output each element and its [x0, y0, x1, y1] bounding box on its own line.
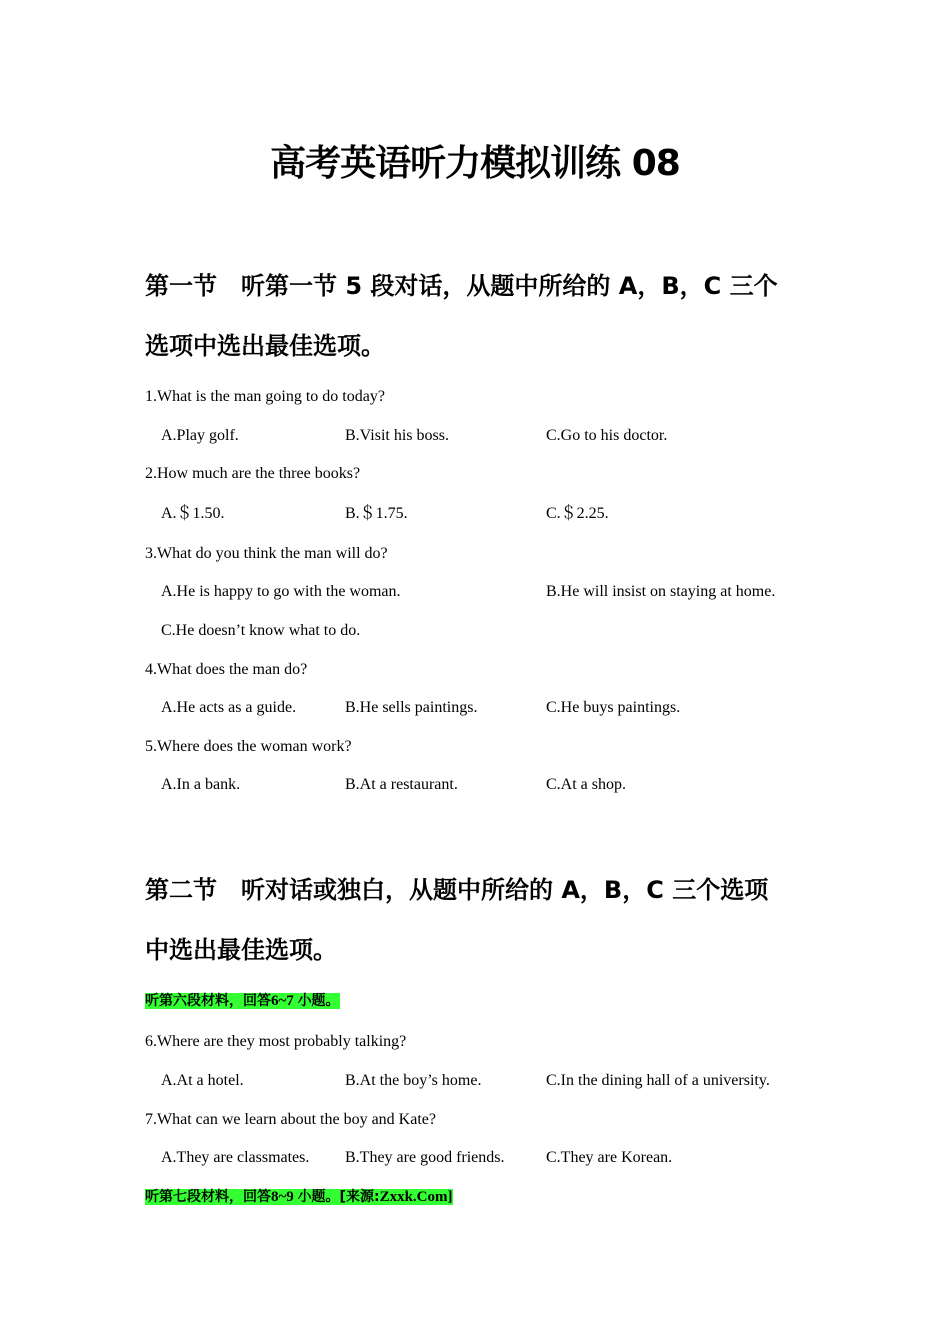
question-2: 2.How much are the three books? [145, 465, 361, 482]
material-6-note [145, 990, 340, 1012]
section2-heading-line1: 第二节 听对话或独白，从题中所给的 A，B，C 三个选项 [145, 876, 769, 904]
q1-option-a: A.Play golf. [161, 427, 239, 444]
material-7-source: Zxxk.Com [379, 1189, 448, 1205]
page-title: 高考英语听力模拟训练 08 [270, 143, 680, 184]
section2-heading [145, 860, 815, 980]
section1-heading [145, 256, 815, 376]
material-7-prefix: 听第七段材料，回答 [145, 1189, 271, 1205]
question-4: 4.What does the man do? [145, 661, 308, 678]
q4-option-b: B.He sells paintings. [345, 699, 478, 716]
material-7-range: 8~9 [271, 1189, 294, 1205]
section1-heading-line1: 第一节 听第一节 5 段对话，从题中所给的 A，B，C 三个 [145, 272, 778, 300]
question-7: 7.What can we learn about the boy and Kate? [145, 1111, 436, 1128]
q1-option-b: B.Visit his boss. [345, 427, 449, 444]
q6-option-b: B.At the boy’s home. [345, 1072, 482, 1089]
q5-option-b: B.At a restaurant. [345, 776, 458, 793]
material-7-space [294, 1189, 298, 1205]
q7-option-a: A.They are classmates. [161, 1149, 310, 1166]
q1-option-c: C.Go to his doctor. [546, 427, 668, 444]
q3-option-a: A.He is happy to go with the woman. [161, 583, 401, 600]
q2-option-b: B.＄1.75. [345, 505, 408, 522]
q2-option-a: A.＄1.50. [161, 505, 225, 522]
q3-option-b: B.He will insist on staying at home. [546, 583, 776, 600]
material-6-prefix: 听第六段材料，回答 [145, 993, 271, 1009]
question-1: 1.What is the man going to do today? [145, 388, 385, 405]
q7-option-b: B.They are good friends. [345, 1149, 505, 1166]
material-6-suffix: 小题。 [297, 993, 340, 1009]
q3-option-c: C.He doesn’t know what to do. [161, 622, 361, 639]
question-5: 5.Where does the woman work? [145, 738, 352, 755]
q6-option-c: C.In the dining hall of a university. [546, 1072, 770, 1089]
q4-option-a: A.He acts as a guide. [161, 699, 297, 716]
material-7-suffix: 小题。[来源: [297, 1189, 380, 1205]
q2-option-c: C.＄2.25. [546, 505, 609, 522]
q6-option-a: A.At a hotel. [161, 1072, 244, 1089]
material-6-space [294, 993, 298, 1009]
section1-heading-line2: 选项中选出最佳选项。 [145, 332, 385, 360]
material-7-note [145, 1186, 453, 1208]
material-7-close: ] [447, 1189, 453, 1205]
question-6: 6.Where are they most probably talking? [145, 1033, 407, 1050]
q7-option-c: C.They are Korean. [546, 1149, 673, 1166]
q4-option-c: C.He buys paintings. [546, 699, 681, 716]
section2-heading-line2: 中选出最佳选项。 [145, 936, 337, 964]
q5-option-a: A.In a bank. [161, 776, 241, 793]
q5-option-c: C.At a shop. [546, 776, 626, 793]
material-6-range: 6~7 [271, 993, 294, 1009]
question-3: 3.What do you think the man will do? [145, 545, 388, 562]
